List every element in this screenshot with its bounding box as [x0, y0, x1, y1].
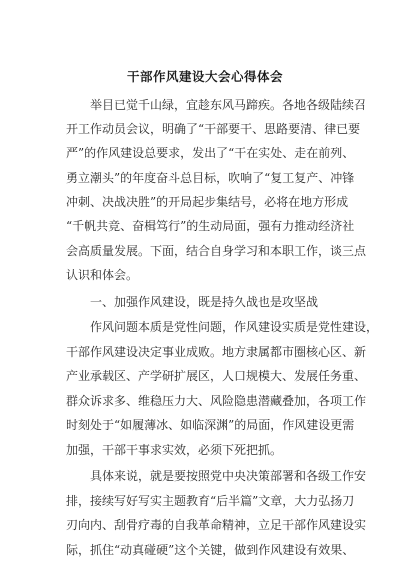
- body-line: 作风问题本质是党性问题，作风建设实质是党性建设，: [90, 320, 379, 334]
- body-line: 干部作风建设决定事业成败。地方隶属都市圈核心区、新: [66, 345, 367, 359]
- body-line: 举目已觉千山绿，宜趁东风马蹄疾。各地各级陆续召: [90, 98, 367, 112]
- section-heading: 一、加强作风建设，既是持久战也是攻坚战: [90, 295, 319, 309]
- body-line: 排，接续写好写实主题教育“后半篇”文章，大力弘扬刀: [66, 494, 355, 508]
- body-line: 开工作动员会议，明确了“干部要干、思路要清、律已要: [66, 122, 361, 136]
- body-line: 时刻处于“如履薄冰、如临深渊”的局面，作风建设更需: [66, 418, 355, 432]
- body-line: 群众诉求多、维稳压力大、风险隐患潜藏叠加，各项工作: [66, 394, 367, 408]
- body-line: 际，抓住“动真碰硬”这个关键，做到作风建设有效果、: [66, 543, 355, 557]
- body-line: 严”的作风建设总要求，发出了“干在实处、走在前列、: [66, 146, 355, 160]
- body-line: 具体来说，就是要按照党中央决策部署和各级工作安: [90, 469, 367, 483]
- body-line: 刃向内、刮骨疗毒的自我革命精神，立足干部作风建设实: [66, 518, 367, 532]
- body-line: 加强，干部干事求实效，必须下死把抓。: [66, 443, 283, 457]
- body-line: “千帆共竞、奋楫笃行”的生动局面，强有力推动经济社: [66, 219, 355, 233]
- body-line: 认识和体会。: [66, 268, 139, 282]
- body-line: 产业承载区、产学研扩展区，人口规模大、发展任务重、: [66, 369, 367, 383]
- body-line: 冲刺、决战决胜”的开局起步集结号，必将在地方形成: [66, 195, 349, 209]
- body-line: 勇立潮头”的年度奋斗总目标，吹响了“复工复产、冲锋: [66, 171, 355, 185]
- body-line: 会高质量发展。下面，结合自身学习和本职工作，谈三点: [66, 244, 367, 258]
- document-title: 干部作风建设大会心得体会: [126, 69, 283, 84]
